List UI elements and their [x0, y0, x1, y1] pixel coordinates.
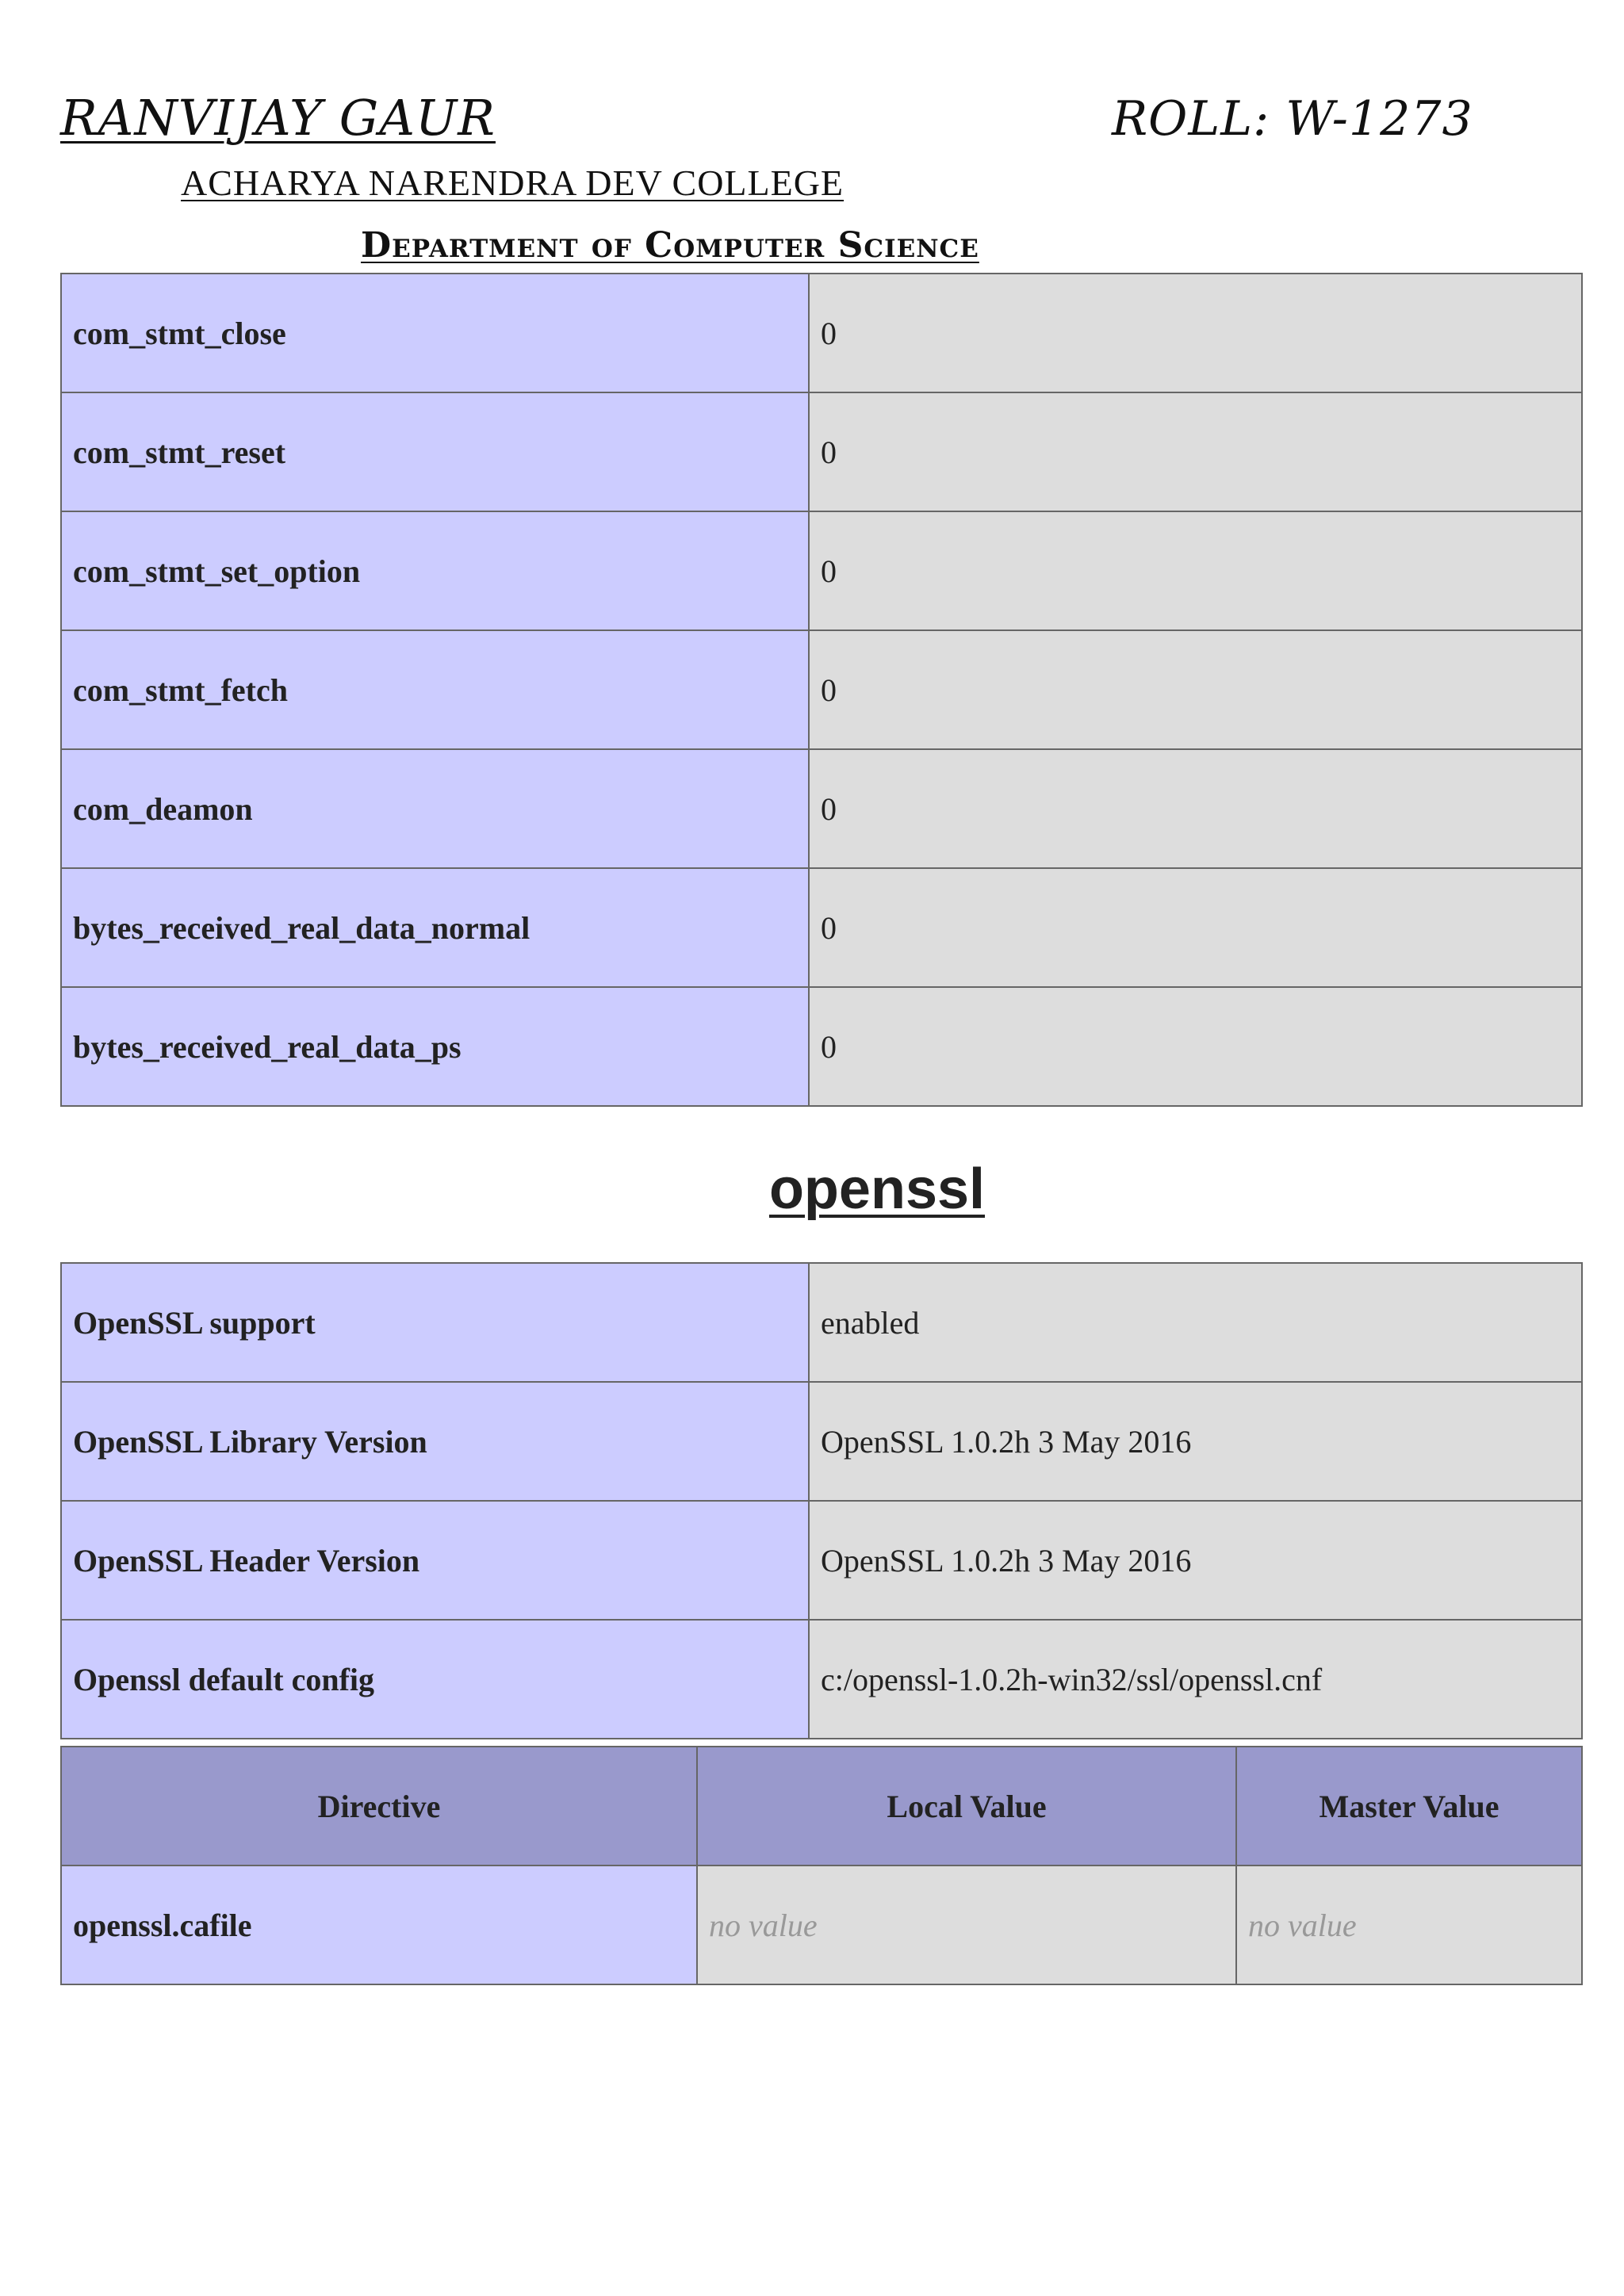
openssl-value: OpenSSL 1.0.2h 3 May 2016	[809, 1382, 1582, 1501]
college-name: ACHARYA NARENDRA DEV COLLEGE	[181, 163, 845, 203]
table-row	[61, 1382, 1582, 1501]
table-row	[61, 630, 1582, 749]
stat-value: 0	[809, 749, 1582, 868]
openssl-table	[60, 1262, 1583, 1739]
roll-number: ROLL: W-1273	[1112, 91, 1473, 147]
openssl-value: enabled	[809, 1263, 1582, 1382]
local-value: no value	[697, 1866, 1236, 1984]
openssl-value: OpenSSL 1.0.2h 3 May 2016	[809, 1501, 1582, 1620]
stat-key: com_stmt_reset	[61, 392, 809, 511]
stat-value: 0	[809, 274, 1582, 392]
openssl-value: c:/openssl-1.0.2h-win32/ssl/openssl.cnf	[809, 1620, 1582, 1739]
table-row	[61, 511, 1582, 630]
table-row	[61, 1501, 1582, 1620]
stats-table	[60, 273, 1583, 1107]
column-header-directive: Directive	[61, 1747, 697, 1866]
stat-key: com_deamon	[61, 749, 809, 868]
directive-name: openssl.cafile	[61, 1866, 697, 1984]
openssl-key: OpenSSL Header Version	[61, 1501, 809, 1620]
stat-value: 0	[809, 511, 1582, 630]
table-row	[61, 274, 1582, 392]
table-row	[61, 749, 1582, 868]
student-name: RANVIJAY GAUR	[60, 89, 496, 147]
stat-key: com_stmt_close	[61, 274, 809, 392]
column-header-master-value: Master Value	[1236, 1747, 1582, 1866]
openssl-key: Openssl default config	[61, 1620, 809, 1739]
department-name: Department of Computer Science	[361, 225, 979, 266]
table-row	[61, 987, 1582, 1106]
stat-key: com_stmt_fetch	[61, 630, 809, 749]
table-header-row	[61, 1747, 1582, 1866]
openssl-key: OpenSSL support	[61, 1263, 809, 1382]
master-value: no value	[1236, 1866, 1582, 1984]
table-row	[61, 1866, 1582, 1984]
stat-value: 0	[809, 868, 1582, 987]
table-row	[61, 868, 1582, 987]
table-row	[61, 392, 1582, 511]
column-header-local-value: Local Value	[697, 1747, 1236, 1866]
section-title-openssl: openssl	[768, 1158, 986, 1221]
table-row	[61, 1620, 1582, 1739]
stat-value: 0	[809, 987, 1582, 1106]
stat-key: bytes_received_real_data_ps	[61, 987, 809, 1106]
stat-value: 0	[809, 392, 1582, 511]
openssl-key: OpenSSL Library Version	[61, 1382, 809, 1501]
stat-key: bytes_received_real_data_normal	[61, 868, 809, 987]
stat-key: com_stmt_set_option	[61, 511, 809, 630]
directive-table	[60, 1746, 1583, 1985]
table-row	[61, 1263, 1582, 1382]
stat-value: 0	[809, 630, 1582, 749]
